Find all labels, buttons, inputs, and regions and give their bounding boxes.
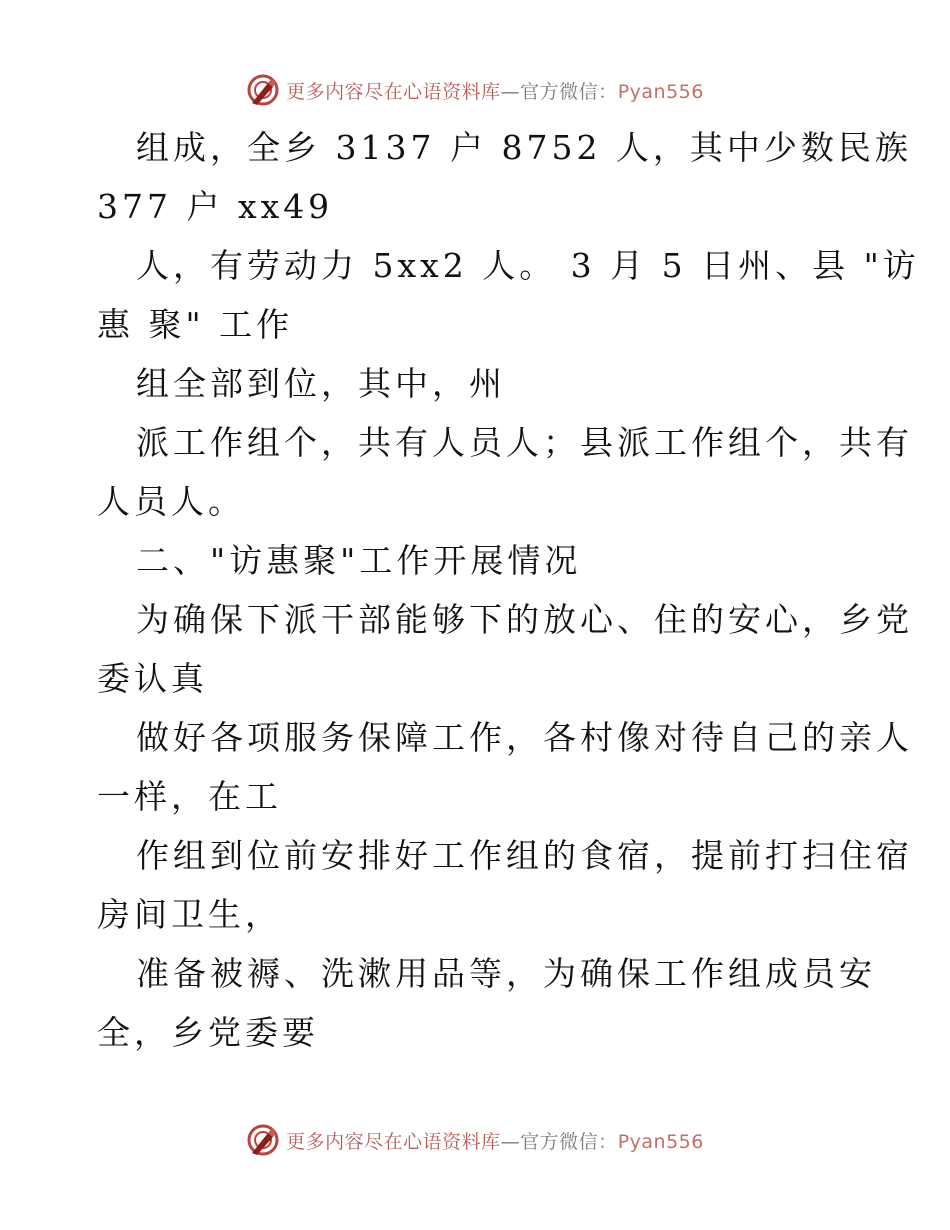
- text-line: 做好各项服务保障工作，各村像对待自己的亲人: [136, 718, 913, 757]
- text-line: 为确保下派干部能够下的放心、住的安心，乡党: [136, 600, 913, 639]
- pen-logo-icon: [246, 1123, 280, 1157]
- text-line: 委认真: [97, 659, 208, 698]
- watermark-text: 更多内容尽在心语资料库—官方微信：Pyan556: [286, 1130, 704, 1153]
- watermark-text: 更多内容尽在心语资料库—官方微信：Pyan556: [286, 80, 704, 103]
- text-line: 人员人。: [97, 482, 245, 521]
- text-line: 派工作组个，共有人员人；县派工作组个，共有: [136, 423, 913, 462]
- text-line: 准备被褥、洗漱用品等，为确保工作组成员安: [136, 954, 876, 993]
- text-line: 组全部到位，其中，州: [136, 364, 506, 403]
- footer-watermark: [0, 1120, 950, 1160]
- text-line: 一样，在工: [97, 777, 282, 816]
- text-line: 二、"访惠聚"工作开展情况: [136, 541, 582, 580]
- text-line: 房间卫生，: [97, 895, 282, 934]
- pen-logo-icon: [246, 73, 280, 107]
- text-line: 人，有劳动力 5xx2 人。 3 月 5 日州、县 "访: [136, 246, 920, 285]
- header-watermark: [0, 70, 950, 110]
- text-line: 377 户 xx49: [97, 187, 334, 226]
- text-line: 组成，全乡 3137 户 8752 人，其中少数民族: [136, 128, 912, 167]
- document-body: [97, 118, 920, 1062]
- text-line: 惠 聚" 工作: [97, 305, 294, 344]
- text-line: 作组到位前安排好工作组的食宿，提前打扫住宿: [136, 836, 913, 875]
- text-line: 全，乡党委要: [97, 1013, 319, 1052]
